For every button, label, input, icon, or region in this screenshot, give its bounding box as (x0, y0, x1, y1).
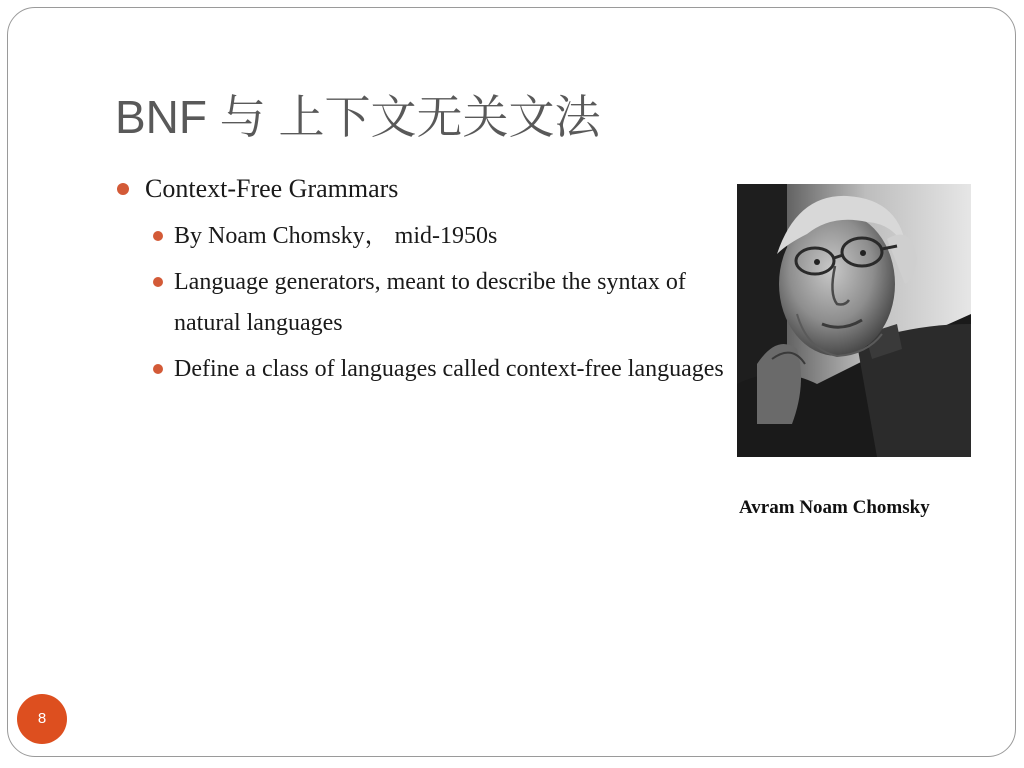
slide-title: BNF 与 上下文无关文法 (115, 91, 601, 143)
bullet-label: Context-Free Grammars (145, 174, 399, 203)
portrait-photo (737, 184, 971, 457)
sub-bullet-label: Language generators, meant to describe the syntax of natural languages (174, 269, 686, 336)
bullet-dot-icon (117, 183, 129, 195)
photo-caption: Avram Noam Chomsky (739, 497, 930, 518)
sub-bullet-label: By Noam Chomsky， mid-1950s (174, 223, 498, 249)
sub-bullet-item (153, 262, 725, 344)
sub-bullet-label: Define a class of languages called context-free languages (174, 356, 724, 382)
slide-content (115, 170, 725, 395)
page-number-badge: 8 (17, 694, 67, 744)
bullet-dot-icon (153, 231, 163, 241)
sub-bullet-list (115, 216, 725, 390)
sub-bullet-item (153, 349, 725, 390)
bullet-dot-icon (153, 277, 163, 287)
bullet-item (115, 170, 725, 208)
portrait-image (737, 184, 971, 457)
sub-bullet-item (153, 216, 725, 257)
bullet-dot-icon (153, 364, 163, 374)
